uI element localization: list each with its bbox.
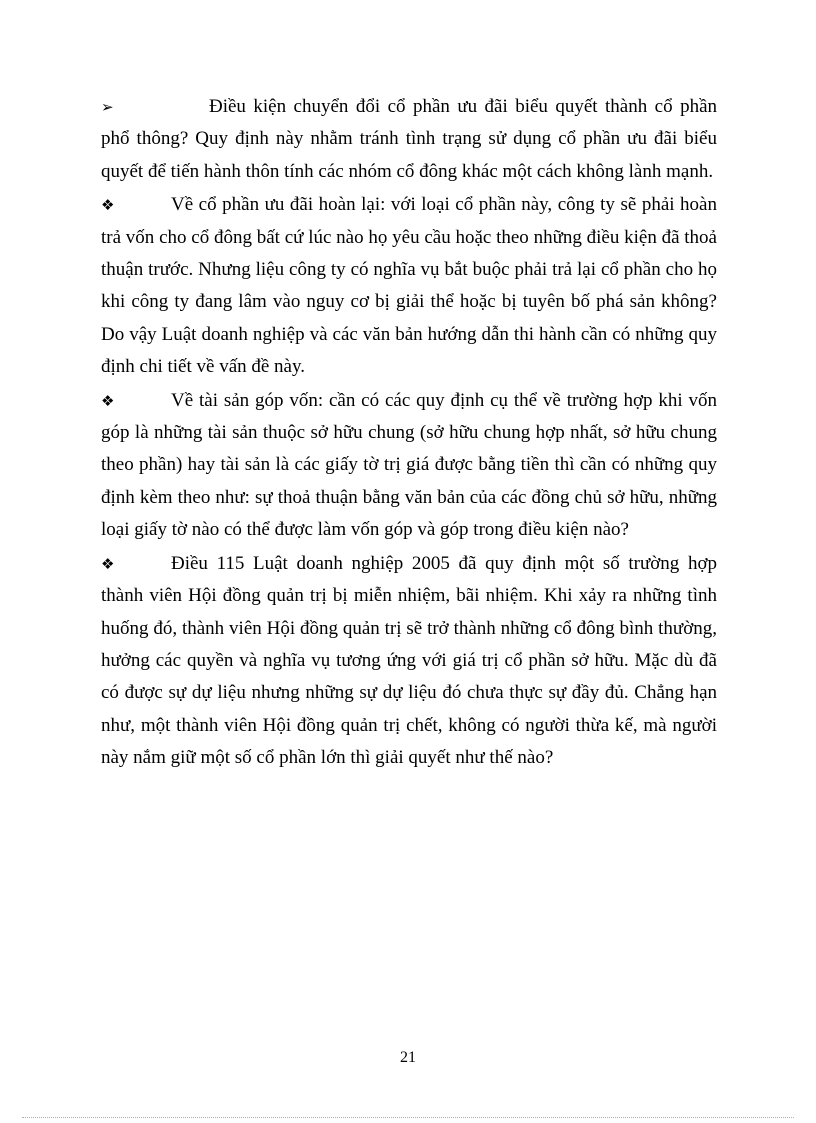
paragraph-text: Điều kiện chuyển đổi cổ phần ưu đãi biểu quyết thành cổ phần phổ thông? Quy định này nhằm tránh tình trạng sử dụng cổ phần ưu đãi biểu quyết để tiến hành thôn tính các nhóm cổ đông khác một cách không lành mạnh. (101, 96, 717, 182)
page-bottom-divider (22, 1117, 794, 1118)
paragraph-capital-contribution-assets (101, 385, 717, 547)
diamond-bullet-icon: ❖ (101, 554, 115, 573)
arrowhead-bullet-icon: ➢ (101, 98, 114, 116)
diamond-bullet-icon: ❖ (101, 196, 115, 215)
paragraph-redeemable-shares (101, 189, 717, 383)
diamond-bullet-icon: ❖ (101, 391, 115, 410)
paragraph-text: Về cổ phần ưu đãi hoàn lại: với loại cổ phần này, công ty sẽ phải hoàn trả vốn cho cổ đông bất cứ lúc nào họ yêu cầu hoặc theo những điều kiện đã thoả thuận trước. Nhưng liệu công ty có nghĩa vụ bắt buộc phải trả lại cổ phần cho họ khi công ty đang lâm vào nguy cơ bị giải thể hoặc bị tuyên bố phá sản không? Do vậy Luật doanh nghiệp và các văn bản hướng dẫn thi hành cần có những quy định chi tiết về vấn đề này. (101, 194, 717, 378)
paragraph-text: Điều 115 Luật doanh nghiệp 2005 đã quy định một số trường hợp thành viên Hội đồng quản trị bị miễn nhiệm, bãi nhiệm. Khi xảy ra những tình huống đó, thành viên Hội đồng quản trị sẽ trở thành những cổ đông bình thường, hưởng các quyền và nghĩa vụ tương ứng với giá trị cổ phần sở hữu. Mặc dù đã có được sự dự liệu nhưng những sự dự liệu đó chưa thực sự đầy đủ. Chẳng hạn như, một thành viên Hội đồng quản trị chết, không có người thừa kế, mà người này nắm giữ một số cổ phần lớn thì giải quyết như thế nào? (101, 552, 717, 769)
page-body (101, 91, 717, 776)
paragraph-article-115 (101, 548, 717, 775)
paragraph-text: Về tài sản góp vốn: cần có các quy định cụ thể về trường hợp khi vốn góp là những tài sản thuộc sở hữu chung (sở hữu chung hợp nhất, sở hữu chung theo phần) hay tài sản là các giấy tờ trị giá được bằng tiền thì cần có những quy định kèm theo như: sự thoả thuận bằng văn bản của các đồng chủ sở hữu, những loại giấy tờ nào có thể được làm vốn góp và góp trong điều kiện nào? (101, 389, 717, 541)
page-number: 21 (400, 1049, 416, 1066)
paragraph-preferred-voting-conversion (101, 91, 717, 188)
